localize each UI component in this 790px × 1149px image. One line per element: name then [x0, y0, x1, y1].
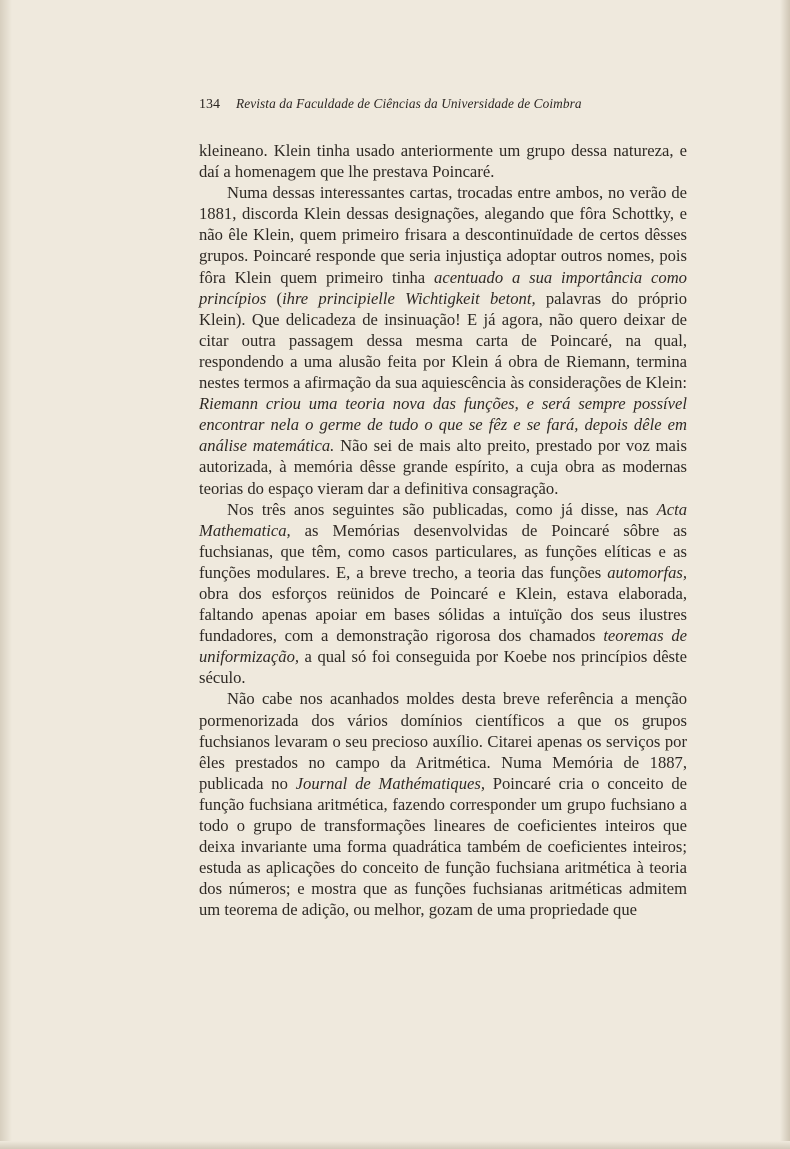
text-run: as Memórias desenvolvidas de Poincaré sôbre as fuchsianas, que têm, como casos particulares, as funções elíticas e as funções modulares. E, a breve trecho, a teoria das funções	[199, 520, 687, 582]
page-edge-left	[0, 0, 12, 1149]
text-run: (	[266, 288, 283, 308]
text-run: a qual só foi conseguida por Koebe nos princípios dêste século.	[199, 647, 687, 688]
page-edge-bottom	[0, 1141, 790, 1149]
text-run: obra dos esforços reünidos de Poincaré e Klein, estava elaborada, faltando apenas apoiar em bases sólidas a intuïção dos seus ilustres fundadores, com a demonstração rigorosa dos chamados	[199, 583, 687, 646]
running-header	[199, 96, 640, 116]
running-title: Revista da Faculdade de Ciências da Universidade de Coimbra	[236, 96, 582, 111]
text-run: Numa dessas interessantes cartas, trocadas entre ambos, no verão de 1881, discorda Klein dessas designações, alegando que fôra Schottky, e não êle Klein, quem primeiro frisara a descontinuïdade de certos dêsses grupos. Poincaré responde que seria injustiça adoptar outros nomes, pois fôra Klein quem primeiro tinha	[199, 183, 687, 287]
italic-text: acentuado a sua importância como princípios	[199, 267, 687, 308]
italic-text: automorfas,	[607, 562, 687, 582]
paragraph	[199, 688, 687, 920]
text-run: Não sei de mais alto preito, prestado por voz mais autorizada, à memória dêsse grande espírito, a cuja obra as modernas teorias do espaço vieram dar a definitiva consagração.	[199, 436, 687, 498]
text-run: kleineano. Klein tinha usado anteriormente um grupo dessa natureza, e daí a homenagem que lhe prestava Poincaré.	[199, 141, 687, 182]
text-run: Não cabe nos acanhados moldes desta breve referência a menção pormenorizada dos vários domínios científicos a que os grupos fuchsianos levaram o seu precioso auxílio. Citarei apenas os serviços por êles prestados no campo da Aritmética. Numa Memória de 1887, publicada no	[199, 689, 687, 793]
text-run: Poincaré cria o conceito de função fuchsiana aritmética, fazendo corresponder um grupo fuchsiano a todo o grupo de transformações lineares de coeficientes inteiros que deixa invariante uma forma quadrática também de coeficientes inteiros; estuda as aplicações do conceito de função fuchsiana aritmética à teoria dos números; e mostra que as funções fuchsianas aritméticas admitem um teorema de adição, ou melhor, gozam de uma propriedade que	[199, 773, 687, 920]
paragraph	[199, 140, 687, 182]
italic-text: Riemann criou uma teoria nova das funções, e será sempre possível encontrar nela o germe de tudo o que se fêz e se fará, depois dêle em análise matemática.	[199, 394, 687, 456]
italic-text: Acta Mathematica,	[199, 499, 687, 540]
italic-text: Journal de Mathématiques,	[295, 773, 485, 793]
italic-text: teoremas de uniformização,	[199, 626, 687, 667]
page-number: 134	[199, 97, 220, 112]
text-run: palavras do próprio Klein). Que delicadeza de insinuação! E já agora, não quero deixar de citar outra passagem dessa mesma carta de Poincaré, na qual, respondendo a uma alusão feita por Klein á obra de Riemann, termina nestes termos a afirmação da sua aquiescência às considerações de Klein:	[199, 288, 687, 393]
paragraph	[199, 182, 687, 498]
page-edge-right	[780, 0, 790, 1149]
text-run: Nos três anos seguintes são publicadas, como já disse, nas	[227, 499, 657, 519]
paragraph	[199, 499, 687, 689]
italic-text: ihre principielle Wichtigkeit betont,	[282, 288, 536, 308]
body-text	[199, 140, 687, 920]
